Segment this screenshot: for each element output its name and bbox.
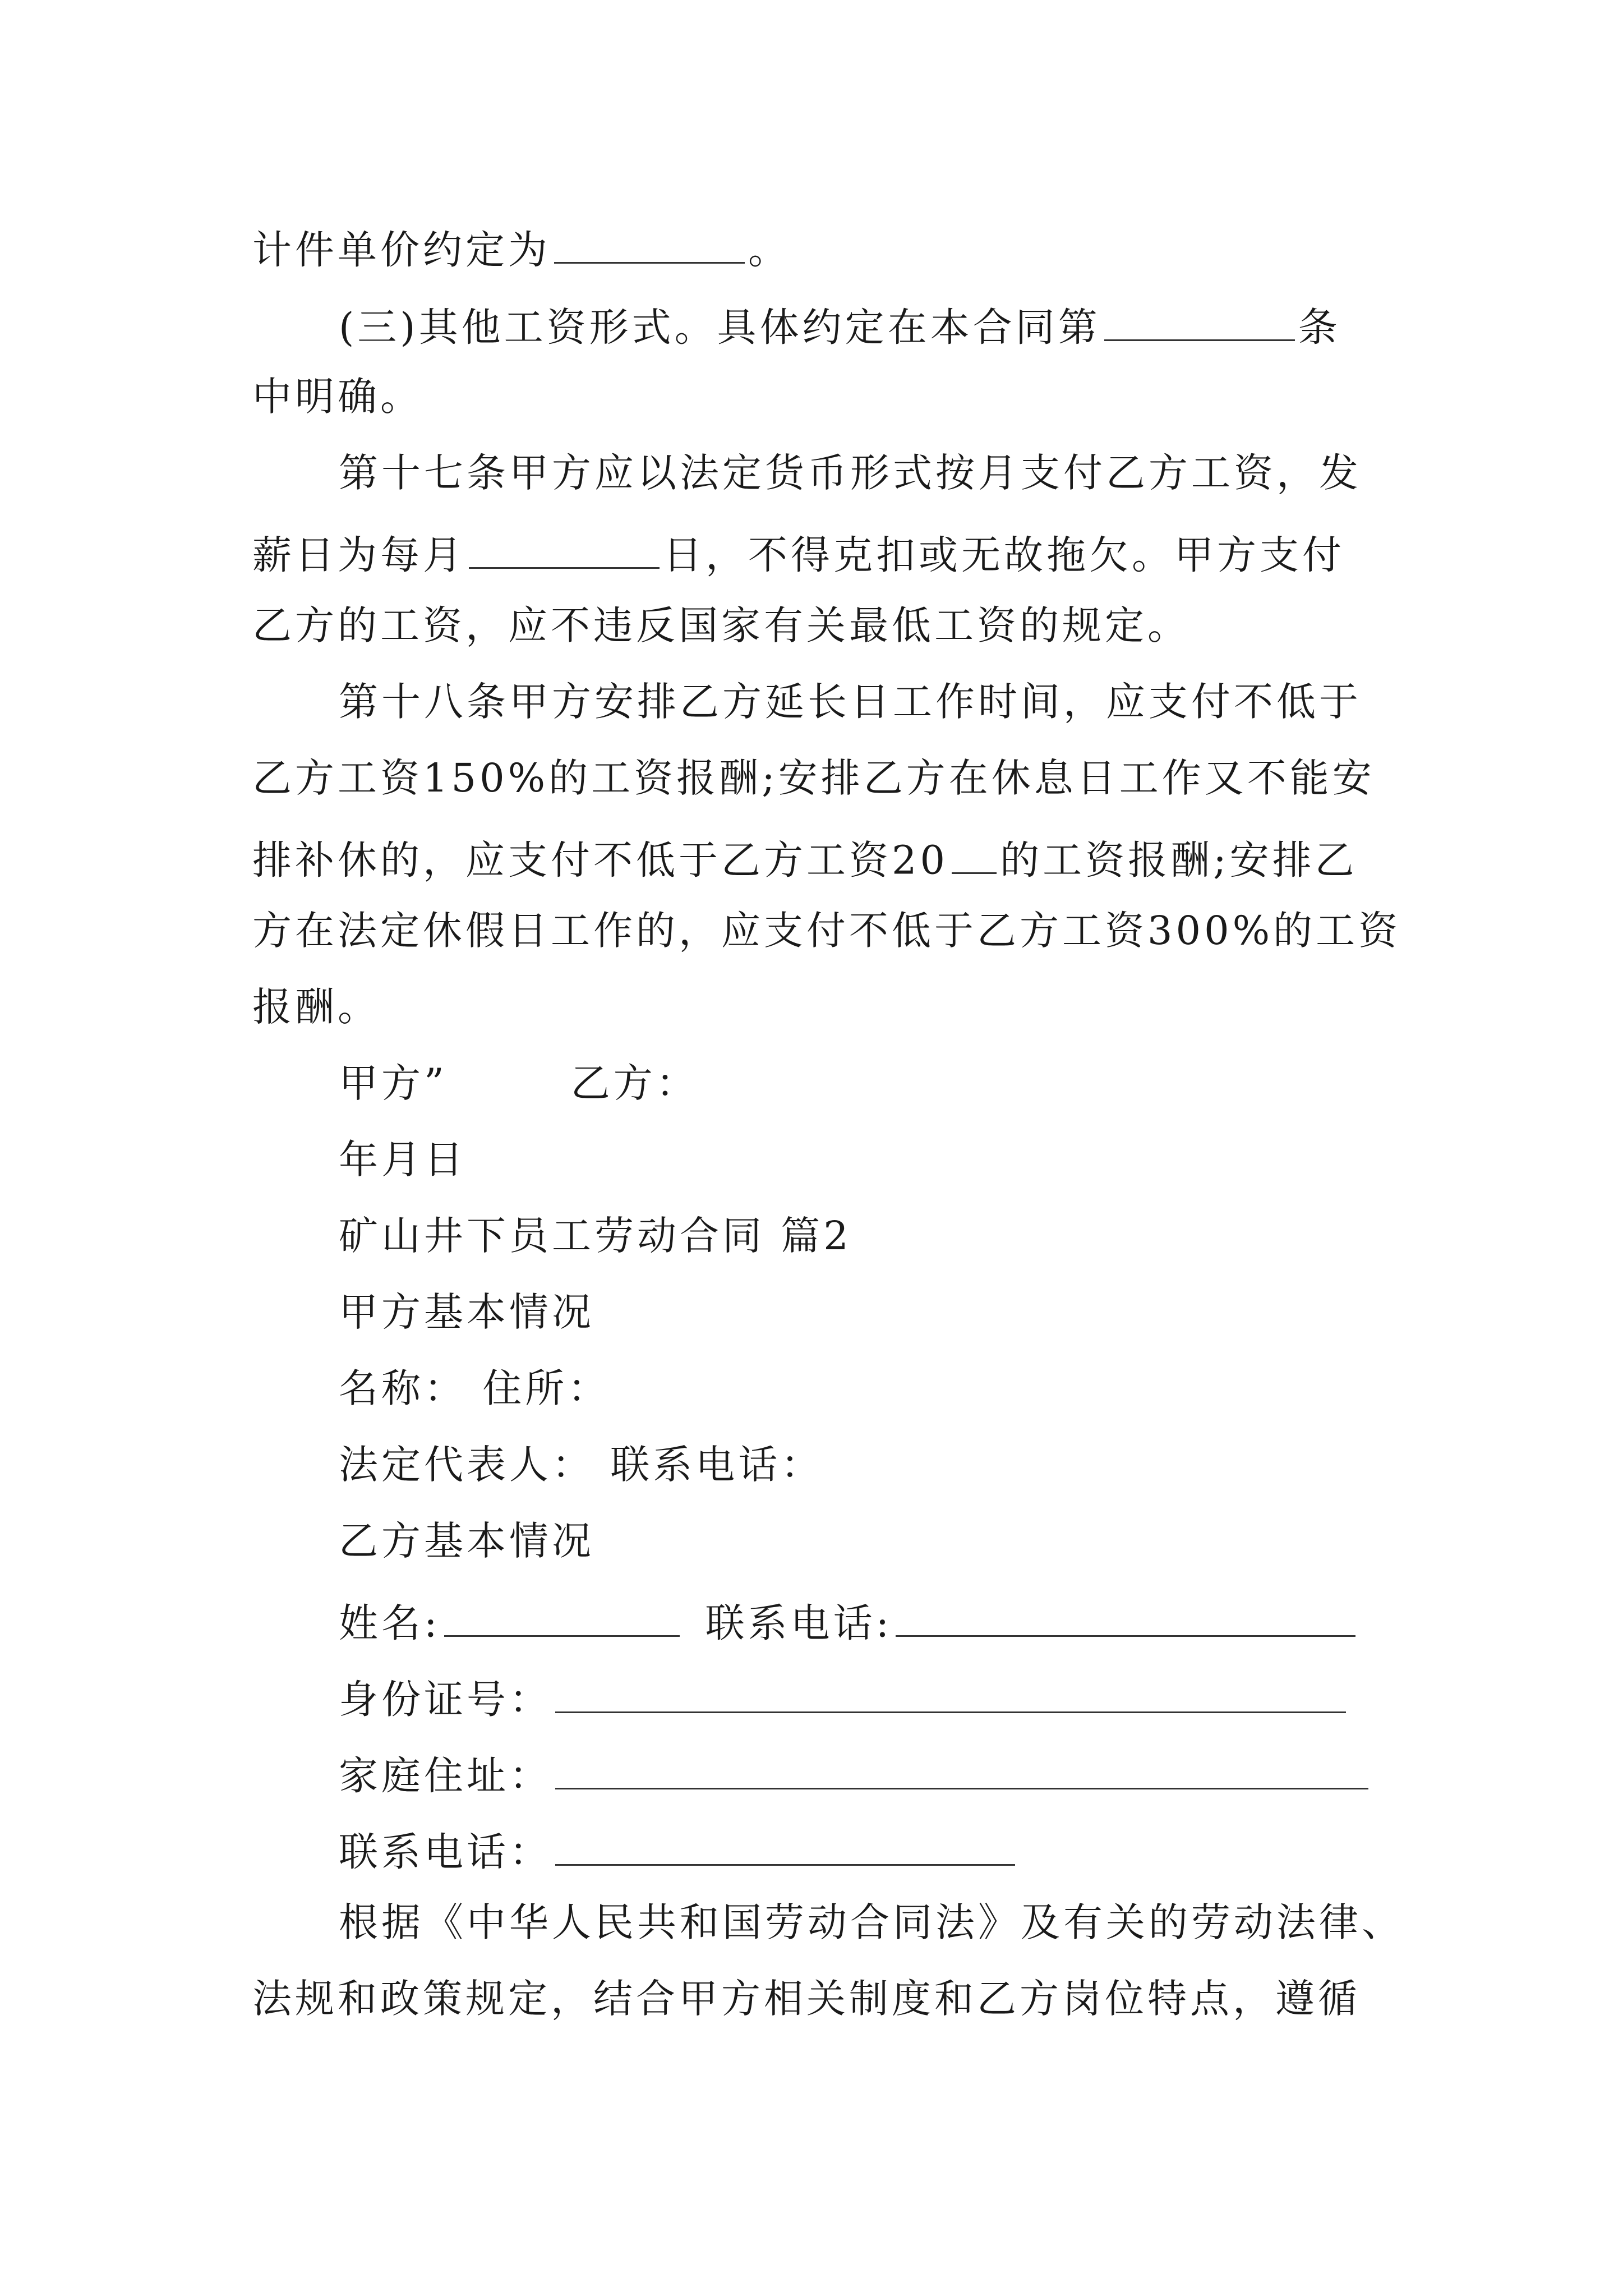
text-line: 乙方基本情况 [339, 1518, 594, 1564]
form-line [339, 1598, 1359, 1646]
text: 薪日为每月 [252, 532, 465, 578]
section-title: 矿山井下员工劳动合同 篇2 [339, 1213, 852, 1259]
address-field[interactable] [555, 1750, 1368, 1789]
text: 的工资报酬;安排乙 [1000, 837, 1358, 884]
phone-field[interactable] [896, 1598, 1355, 1637]
text-line: 报酬。 [252, 984, 380, 1030]
text-line [252, 224, 791, 273]
text-line: 第十七条甲方应以法定货币形式按月支付乙方工资，发 [339, 450, 1362, 496]
text-line: 甲方基本情况 [339, 1289, 594, 1335]
text-line: 名称： 住所： [339, 1365, 611, 1411]
text-line [252, 835, 1358, 884]
blank-underline [1104, 302, 1295, 341]
text: (三)其他工资形式。具体约定在本合同第 [339, 304, 1101, 351]
blank-underline [952, 835, 997, 874]
text-line: 第十八条甲方安排乙方延长日工作时间，应支付不低于 [339, 679, 1362, 725]
text-line: 方在法定休假日工作的，应支付不低于乙方工资300%的工资 [252, 908, 1401, 954]
text-line: 法规和政策规定，结合甲方相关制度和乙方岗位特点，遵循 [252, 1976, 1361, 2022]
text-line: 根据《中华人民共和国劳动合同法》及有关的劳动法律、 [339, 1899, 1404, 1945]
contact-phone-field[interactable] [555, 1826, 1015, 1866]
name-field[interactable] [444, 1598, 680, 1637]
id-number-label: 身份证号： [339, 1676, 552, 1723]
form-line [339, 1750, 1372, 1799]
text-line [339, 302, 1341, 351]
id-number-field[interactable] [555, 1674, 1346, 1713]
signature-line [339, 1060, 699, 1106]
name-label: 姓名: [339, 1600, 441, 1646]
text: 日，不得克扣或无故拖欠。甲方支付 [663, 532, 1345, 578]
text: 计件单价约定为 [252, 227, 551, 273]
text-line: 乙方的工资，应不违反国家有关最低工资的规定。 [252, 602, 1190, 648]
text-line: 中明确。 [252, 374, 423, 420]
date-line: 年月日 [339, 1137, 467, 1182]
form-line [339, 1826, 1018, 1875]
text-line: 法定代表人： 联系电话： [339, 1442, 824, 1488]
party-b-label: 乙方： [570, 1060, 699, 1106]
contact-phone-label: 联系电话： [339, 1829, 552, 1875]
party-a-label: 甲方” [339, 1060, 448, 1106]
text-line [252, 530, 1345, 578]
text: 条 [1298, 304, 1341, 351]
text: 。 [748, 227, 791, 273]
text-line: 乙方工资150%的工资报酬;安排乙方在休息日工作又不能安 [252, 755, 1375, 801]
blank-underline [554, 224, 745, 264]
address-label: 家庭住址： [339, 1752, 552, 1799]
text: 排补休的，应支付不低于乙方工资20 [252, 837, 949, 884]
phone-label: 联系电话: [705, 1600, 893, 1646]
form-line [339, 1674, 1349, 1723]
blank-underline [469, 530, 660, 569]
